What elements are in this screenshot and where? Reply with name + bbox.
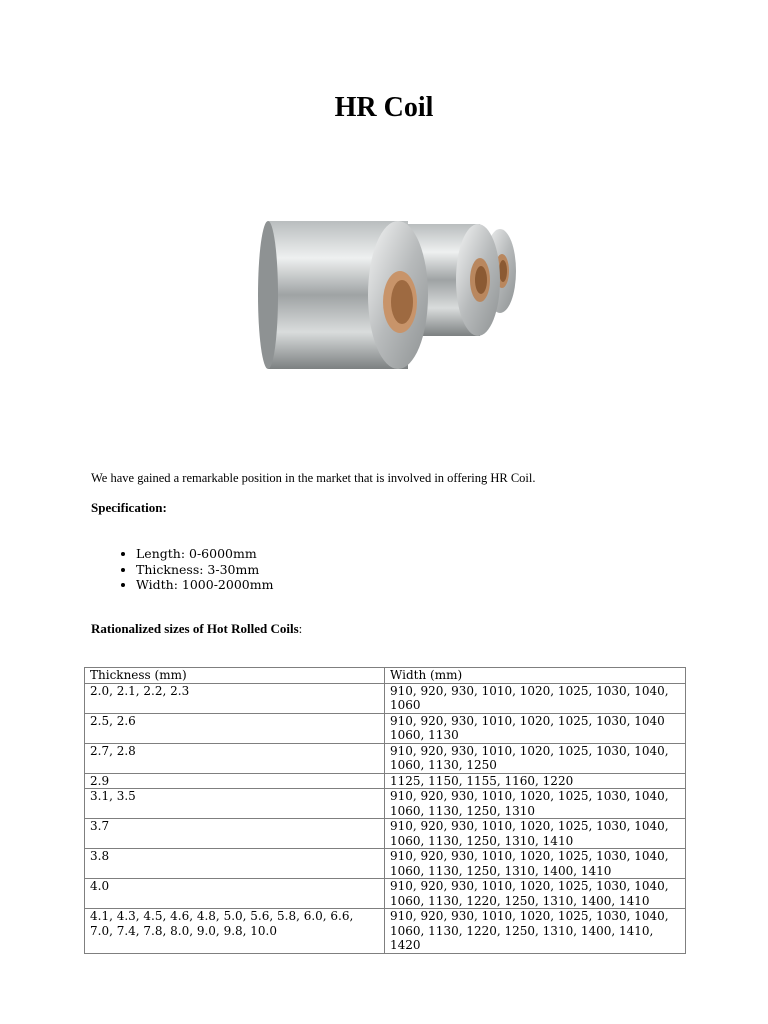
width-cell: 910, 920, 930, 1010, 1020, 1025, 1030, 1040, 1060, 1130, 1250 bbox=[385, 743, 686, 773]
thickness-cell: 2.5, 2.6 bbox=[85, 713, 385, 743]
page-title: HR Coil bbox=[334, 92, 434, 123]
spec-item: • Width: 1000-2000mm bbox=[136, 577, 273, 593]
thickness-cell: 4.1, 4.3, 4.5, 4.6, 4.8, 5.0, 5.6, 5.8, 6.0, 6.6, 7.0, 7.4, 7.8, 8.0, 9.0, 9.8, 10.0 bbox=[85, 909, 385, 954]
table-row bbox=[85, 909, 686, 954]
width-cell: 910, 920, 930, 1010, 1020, 1025, 1030, 1040, 1060, 1130, 1220, 1250, 1310, 1400, 1410, 1420 bbox=[385, 909, 686, 954]
width-cell: 910, 920, 930, 1010, 1020, 1025, 1030, 1040, 1060, 1130, 1220, 1250, 1310, 1400, 1410 bbox=[385, 879, 686, 909]
width-cell: 910, 920, 930, 1010, 1020, 1025, 1030, 1040, 1060, 1130, 1250, 1310 bbox=[385, 789, 686, 819]
thickness-cell: 2.7, 2.8 bbox=[85, 743, 385, 773]
spec-item: • Thickness: 3-30mm bbox=[136, 562, 273, 578]
table-row bbox=[85, 849, 686, 879]
table-row bbox=[85, 773, 686, 789]
steel-coils-image bbox=[250, 210, 520, 370]
width-cell: 910, 920, 930, 1010, 1020, 1025, 1030, 1040, 1060 bbox=[385, 683, 686, 713]
spec-item: • Length: 0-6000mm bbox=[136, 546, 273, 562]
table-row bbox=[85, 879, 686, 909]
sizes-table bbox=[84, 667, 686, 954]
thickness-cell: 3.8 bbox=[85, 849, 385, 879]
table-row bbox=[85, 683, 686, 713]
thickness-cell: 2.9 bbox=[85, 773, 385, 789]
sizes-heading-colon: : bbox=[298, 621, 303, 636]
table-row bbox=[85, 713, 686, 743]
table-row bbox=[85, 819, 686, 849]
table-header-row bbox=[85, 668, 686, 684]
table-row bbox=[85, 743, 686, 773]
column-header-width: Width (mm) bbox=[385, 668, 686, 684]
thickness-cell: 3.1, 3.5 bbox=[85, 789, 385, 819]
width-cell: 910, 920, 930, 1010, 1020, 1025, 1030, 1040, 1060, 1130, 1250, 1310, 1410 bbox=[385, 819, 686, 849]
intro-text: We have gained a remarkable position in the market that is involved in offering HR Coil. bbox=[91, 471, 536, 485]
sizes-heading bbox=[91, 621, 302, 637]
thickness-cell: 3.7 bbox=[85, 819, 385, 849]
width-cell: 910, 920, 930, 1010, 1020, 1025, 1030, 1040, 1060, 1130, 1250, 1310, 1400, 1410 bbox=[385, 849, 686, 879]
specification-heading: Specification: bbox=[91, 500, 167, 515]
thickness-cell: 4.0 bbox=[85, 879, 385, 909]
column-header-thickness: Thickness (mm) bbox=[85, 668, 385, 684]
width-cell: 1125, 1150, 1155, 1160, 1220 bbox=[385, 773, 686, 789]
specification-list bbox=[91, 546, 273, 593]
width-cell: 910, 920, 930, 1010, 1020, 1025, 1030, 1040 1060, 1130 bbox=[385, 713, 686, 743]
thickness-cell: 2.0, 2.1, 2.2, 2.3 bbox=[85, 683, 385, 713]
sizes-heading-label: Rationalized sizes of Hot Rolled Coils bbox=[91, 621, 299, 636]
table-row bbox=[85, 789, 686, 819]
